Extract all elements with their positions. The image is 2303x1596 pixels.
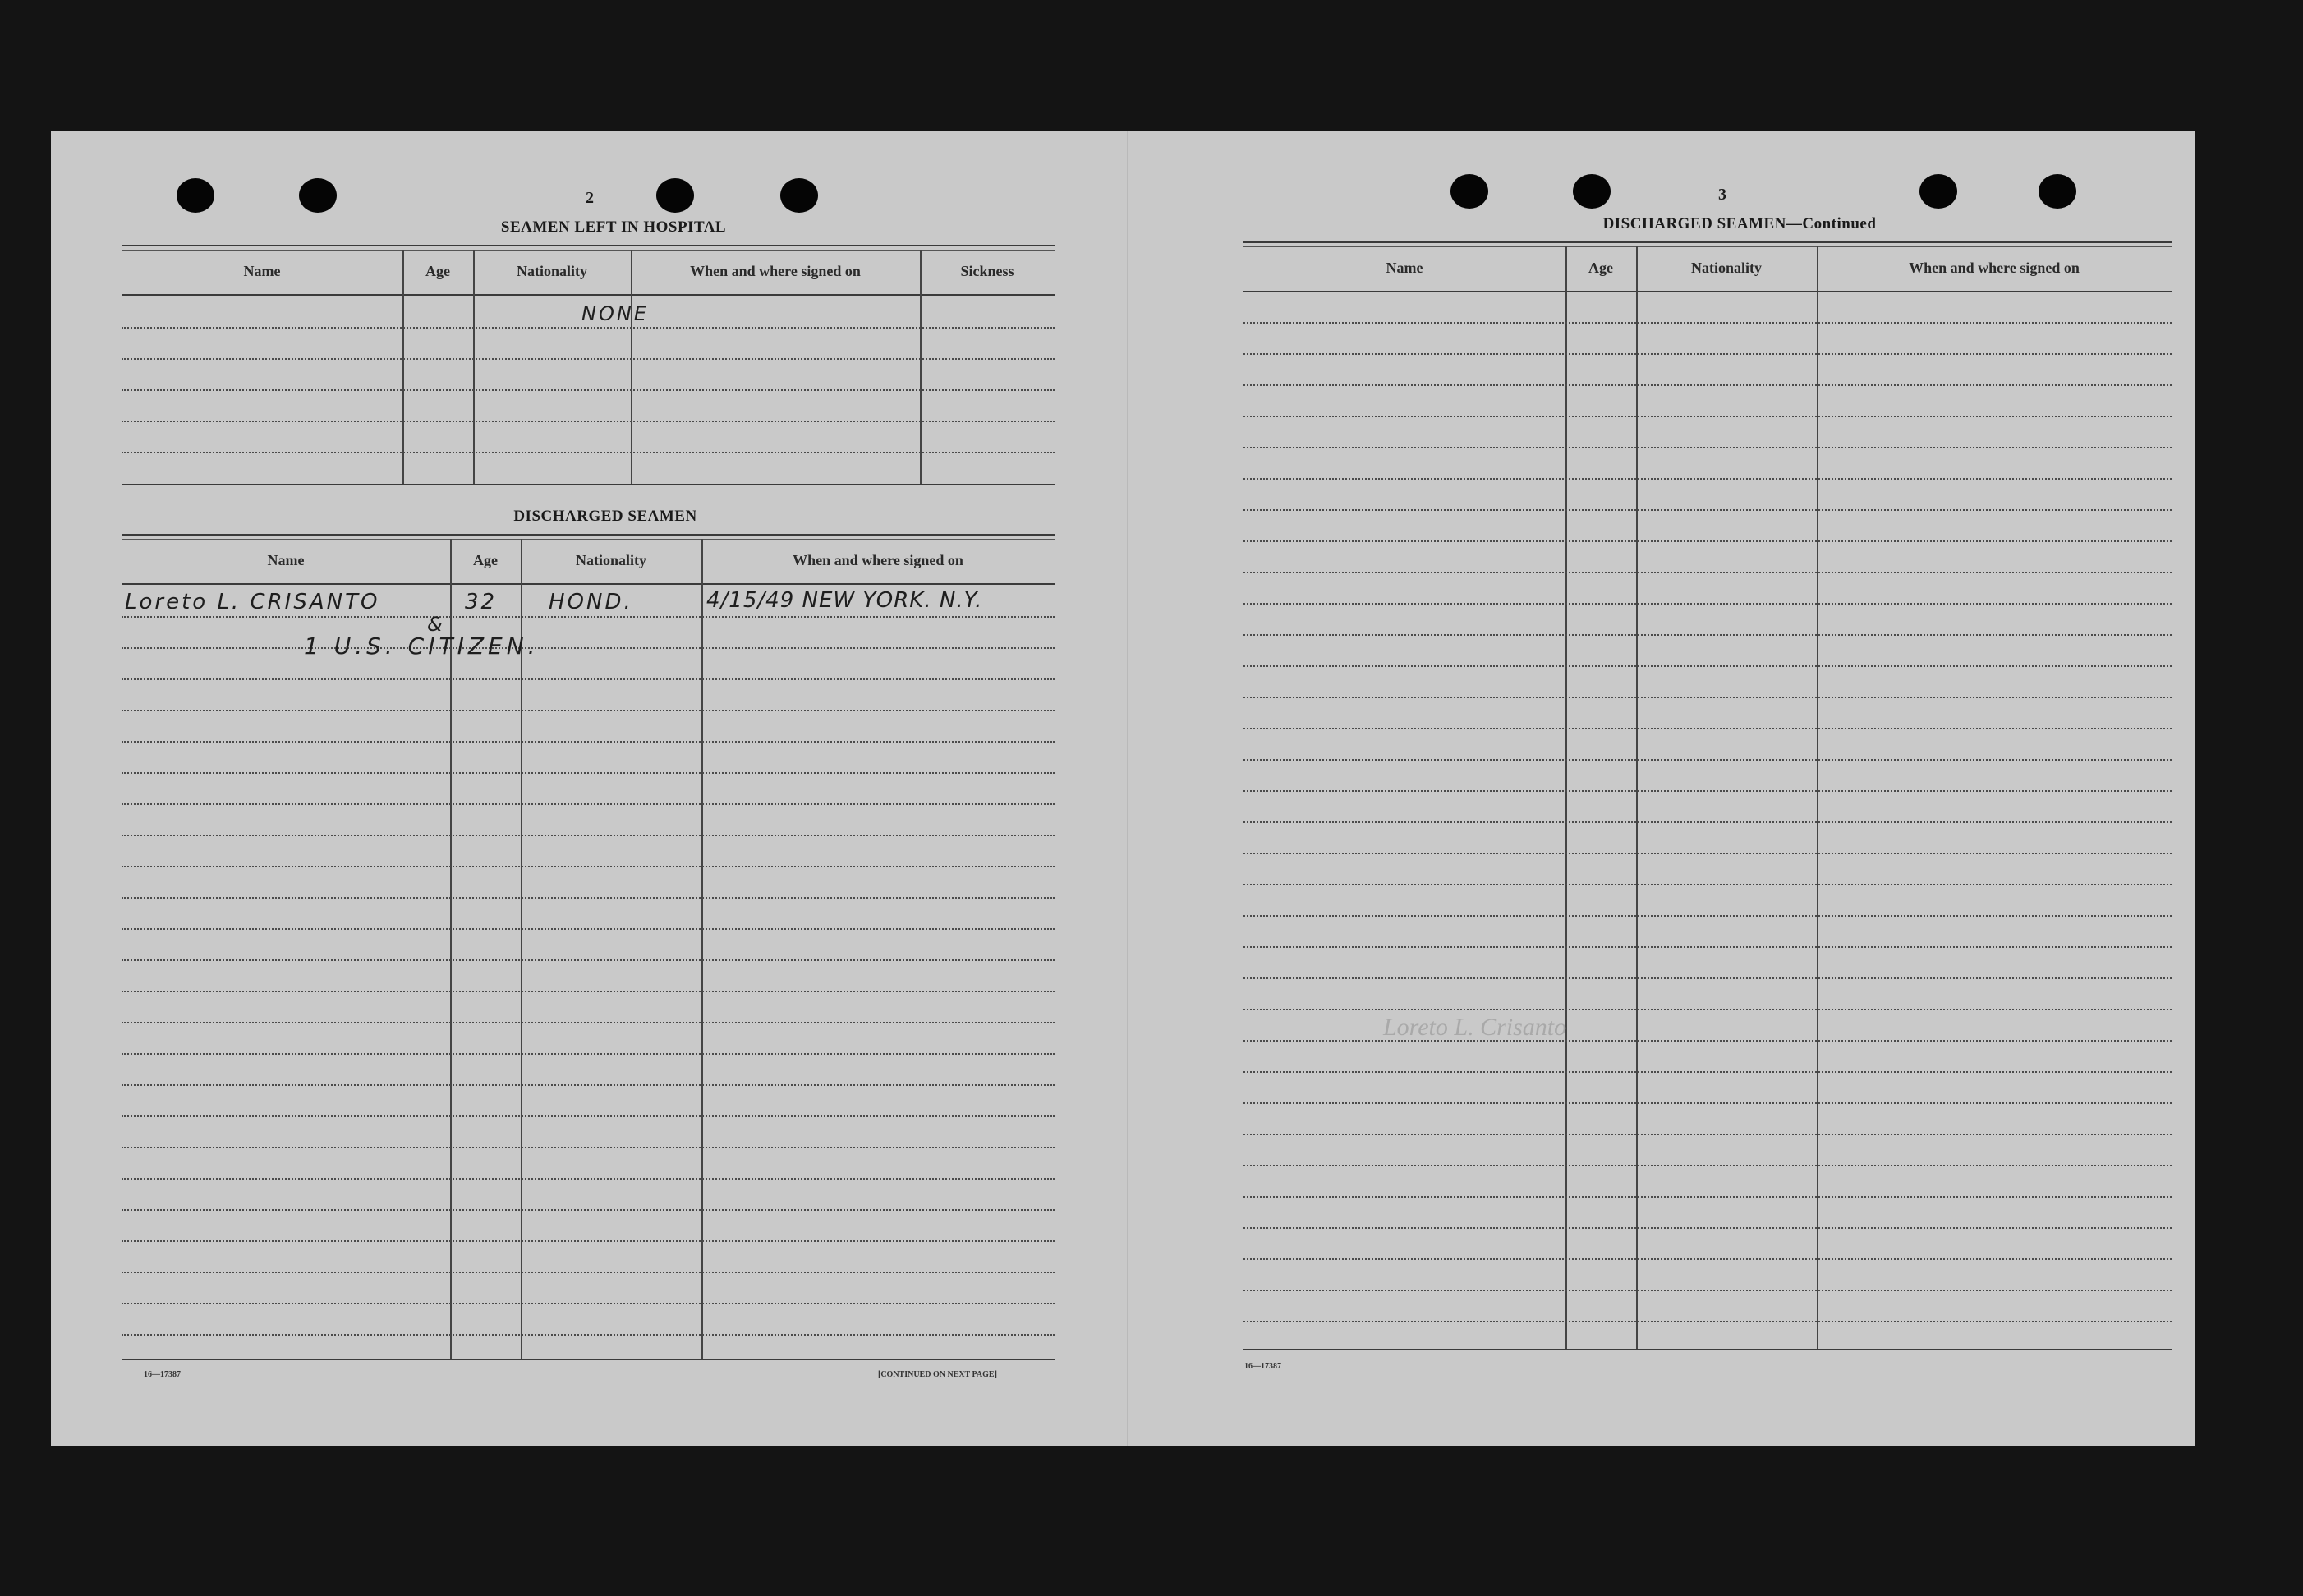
bleed-through-signature: Loreto L. Crisanto bbox=[1383, 1014, 1567, 1041]
column-header-age: Age bbox=[1588, 260, 1613, 276]
row-line bbox=[122, 991, 1055, 992]
row-line bbox=[122, 897, 1055, 899]
row-line bbox=[122, 1178, 1055, 1180]
header-bottom-rule bbox=[122, 583, 1055, 585]
entry-name: Loreto L. CRISANTO bbox=[125, 590, 380, 614]
row-line bbox=[122, 678, 1055, 680]
row-line bbox=[122, 1022, 1055, 1023]
table-top-rule bbox=[1243, 246, 2172, 247]
discharged-table bbox=[122, 534, 1055, 1364]
column-divider bbox=[1565, 246, 1567, 1349]
page-2 bbox=[51, 131, 1127, 1446]
punch-hole bbox=[1450, 174, 1488, 209]
row-line bbox=[1243, 946, 2172, 948]
row-line bbox=[122, 803, 1055, 805]
entry-age: 32 bbox=[465, 590, 498, 614]
row-line bbox=[1243, 603, 2172, 605]
row-line bbox=[122, 647, 1055, 649]
header-bottom-rule bbox=[122, 294, 1055, 296]
page-number: 3 bbox=[1718, 186, 1726, 204]
table-bottom-rule bbox=[1243, 1349, 2172, 1350]
page-number: 2 bbox=[586, 189, 594, 207]
section-title-hospital: SEAMEN LEFT IN HOSPITAL bbox=[500, 218, 727, 236]
row-line bbox=[1243, 1258, 2172, 1260]
punch-hole bbox=[780, 178, 818, 213]
column-divider bbox=[521, 539, 522, 1359]
row-line bbox=[122, 327, 1055, 329]
column-divider bbox=[1817, 246, 1818, 1349]
continued-note: [CONTINUED ON NEXT PAGE] bbox=[878, 1370, 997, 1379]
row-line bbox=[1243, 821, 2172, 823]
row-line bbox=[1243, 1290, 2172, 1291]
column-divider bbox=[473, 250, 475, 484]
row-line bbox=[1243, 977, 2172, 979]
punch-hole bbox=[2039, 174, 2076, 209]
row-line bbox=[1243, 447, 2172, 448]
row-line bbox=[122, 835, 1055, 836]
row-line bbox=[1243, 478, 2172, 480]
column-header-nationality: Nationality bbox=[575, 552, 646, 568]
entry-nationality: HOND. bbox=[549, 590, 633, 614]
page-3 bbox=[1127, 131, 2195, 1446]
column-header-age: Age bbox=[425, 263, 450, 279]
row-line bbox=[1243, 1321, 2172, 1322]
row-line bbox=[122, 389, 1055, 391]
row-line bbox=[1243, 509, 2172, 511]
column-divider bbox=[701, 539, 703, 1359]
column-header-nationality: Nationality bbox=[1690, 260, 1762, 276]
row-line bbox=[1243, 1009, 2172, 1010]
row-line bbox=[1243, 884, 2172, 885]
table-top-rule bbox=[1243, 241, 2172, 243]
row-line bbox=[122, 772, 1055, 774]
row-line bbox=[122, 866, 1055, 867]
form-number: 16—17387 bbox=[1244, 1362, 1281, 1371]
row-line bbox=[1243, 384, 2172, 386]
row-line bbox=[1243, 353, 2172, 355]
row-line bbox=[1243, 1071, 2172, 1073]
column-divider bbox=[450, 539, 452, 1359]
column-header-name: Name bbox=[243, 263, 281, 279]
row-line bbox=[1243, 665, 2172, 667]
row-line bbox=[1243, 322, 2172, 324]
column-divider bbox=[402, 250, 404, 484]
punch-hole bbox=[299, 178, 337, 213]
entry-ampersand: & bbox=[427, 613, 445, 636]
column-header-signed-on: When and where signed on bbox=[690, 263, 861, 279]
hospital-table bbox=[122, 245, 1055, 487]
entry-signed-on: 4/15/49 NEW YORK. N.Y. bbox=[706, 588, 983, 613]
entry-citizen-note: 1 U.S. CITIZEN. bbox=[304, 632, 540, 660]
form-number: 16—17387 bbox=[144, 1370, 181, 1379]
table-top-rule bbox=[122, 250, 1055, 251]
row-line bbox=[122, 1334, 1055, 1336]
row-line bbox=[1243, 1134, 2172, 1135]
section-title-discharged-continued: DISCHARGED SEAMEN—Continued bbox=[1602, 215, 1877, 232]
row-line bbox=[1243, 915, 2172, 917]
table-top-rule bbox=[122, 245, 1055, 246]
row-line bbox=[122, 741, 1055, 743]
row-line bbox=[122, 1053, 1055, 1055]
column-header-age: Age bbox=[473, 552, 498, 568]
row-line bbox=[1243, 1227, 2172, 1229]
row-line bbox=[122, 421, 1055, 422]
table-bottom-rule bbox=[122, 1359, 1055, 1360]
row-line bbox=[122, 959, 1055, 961]
punch-hole bbox=[177, 178, 214, 213]
row-line bbox=[1243, 1196, 2172, 1198]
table-top-rule bbox=[122, 539, 1055, 540]
column-header-nationality: Nationality bbox=[516, 263, 587, 279]
row-line bbox=[122, 710, 1055, 711]
section-title-discharged: DISCHARGED SEAMEN bbox=[513, 508, 697, 525]
row-line bbox=[1243, 853, 2172, 854]
column-header-name: Name bbox=[267, 552, 305, 568]
table-top-rule bbox=[122, 534, 1055, 536]
row-line bbox=[1243, 540, 2172, 542]
entry-nationality-none: NONE bbox=[581, 302, 649, 325]
row-line bbox=[1243, 1165, 2172, 1166]
column-header-signed-on: When and where signed on bbox=[1909, 260, 2080, 276]
column-header-name: Name bbox=[1386, 260, 1423, 276]
row-line bbox=[1243, 759, 2172, 761]
row-line bbox=[122, 1115, 1055, 1117]
row-line bbox=[122, 1240, 1055, 1242]
column-header-sickness: Sickness bbox=[960, 263, 1014, 279]
row-line bbox=[122, 1303, 1055, 1304]
punch-hole bbox=[656, 178, 694, 213]
row-line bbox=[1243, 697, 2172, 698]
table-bottom-rule bbox=[122, 484, 1055, 485]
row-line bbox=[122, 1147, 1055, 1148]
row-line bbox=[1243, 416, 2172, 417]
row-line bbox=[1243, 728, 2172, 729]
column-header-signed-on: When and where signed on bbox=[793, 552, 963, 568]
row-line bbox=[122, 1084, 1055, 1086]
header-bottom-rule bbox=[1243, 291, 2172, 292]
row-line bbox=[122, 1272, 1055, 1273]
row-line bbox=[1243, 572, 2172, 573]
column-divider bbox=[920, 250, 922, 484]
punch-hole bbox=[1573, 174, 1611, 209]
row-line bbox=[1243, 790, 2172, 792]
row-line bbox=[122, 616, 1055, 618]
column-divider bbox=[631, 250, 632, 484]
row-line bbox=[122, 928, 1055, 930]
discharged-continued-table bbox=[1243, 241, 2172, 1474]
column-divider bbox=[1636, 246, 1638, 1349]
row-line bbox=[1243, 1102, 2172, 1104]
row-line bbox=[1243, 634, 2172, 636]
punch-hole bbox=[1919, 174, 1957, 209]
row-line bbox=[122, 358, 1055, 360]
row-line bbox=[122, 452, 1055, 453]
document-sheet bbox=[51, 131, 2195, 1446]
row-line bbox=[122, 1209, 1055, 1211]
